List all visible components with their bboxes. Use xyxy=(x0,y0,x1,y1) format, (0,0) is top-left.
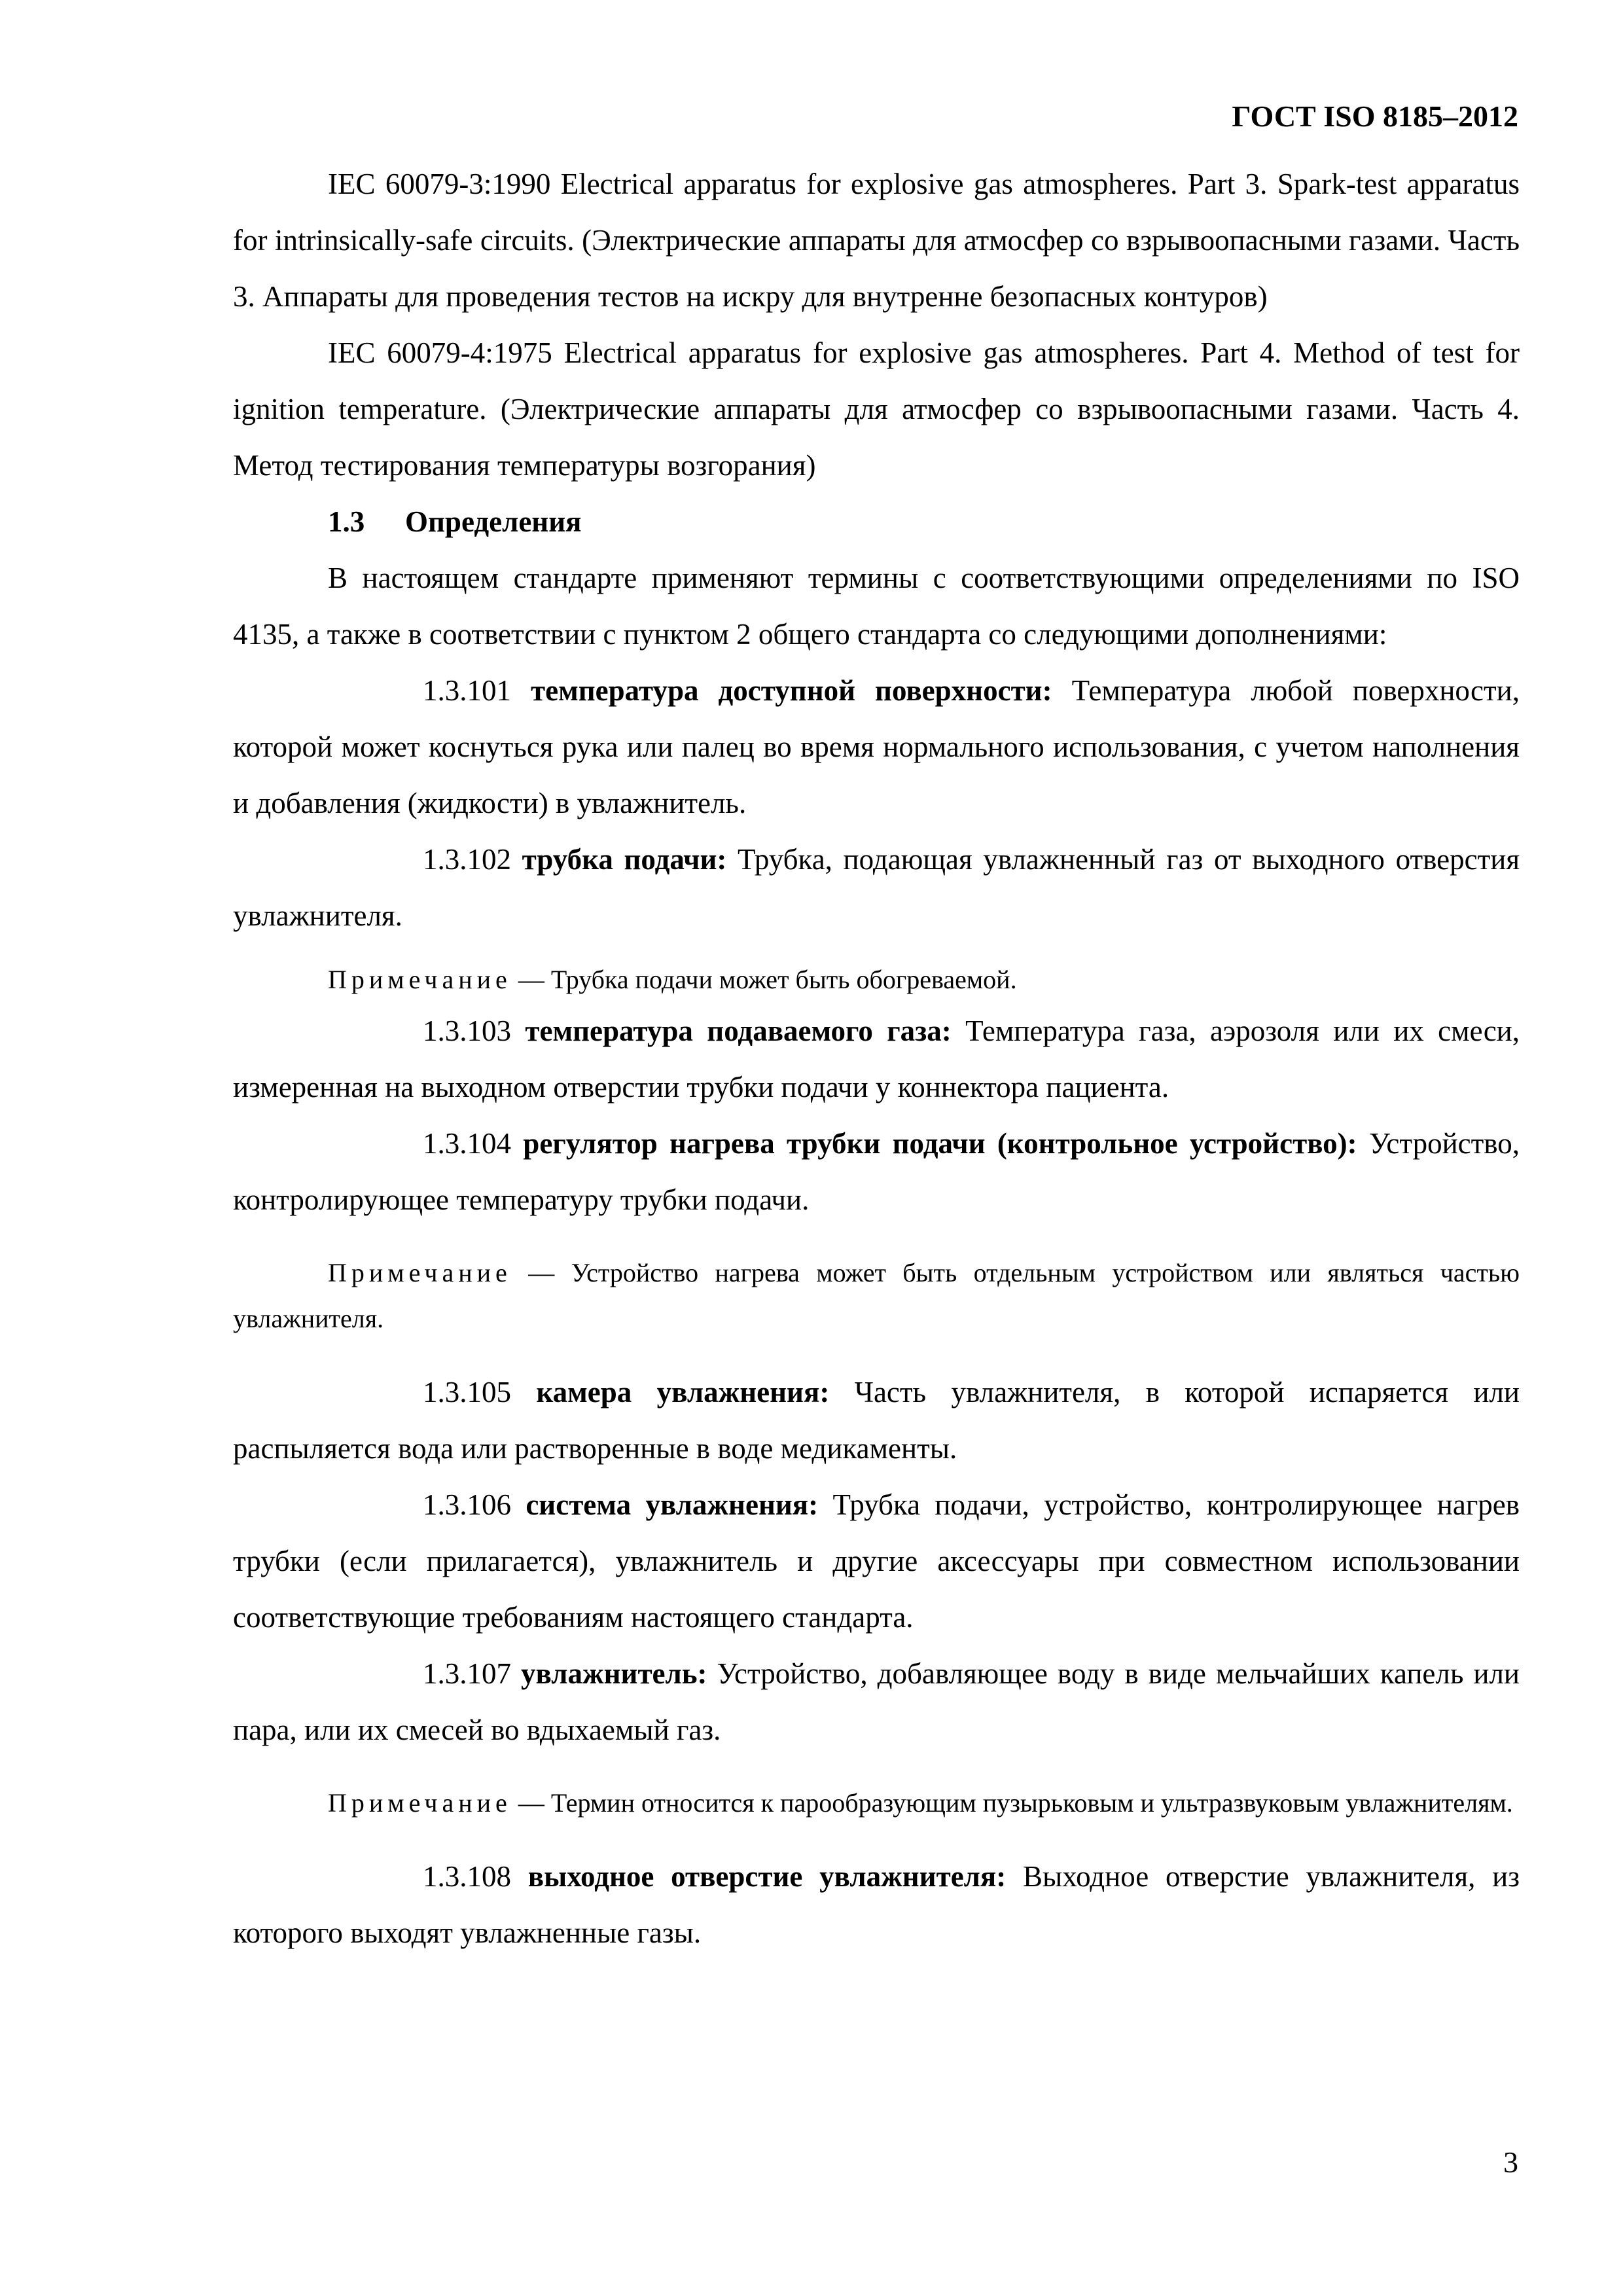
note-text: — Устройство нагрева может быть отдельным устройством или являться частью увлажнителя. xyxy=(233,1258,1520,1333)
definition-term: увлажнитель: xyxy=(521,1657,707,1690)
definition-text: Устройство, контролирующее температуру трубки подачи. xyxy=(233,1127,1520,1216)
note-label: Примечание xyxy=(328,1788,512,1818)
definition-text: Температура газа, аэрозоля или их смеси, измеренная на выходном отверстии трубки подачи у коннектора пациента. xyxy=(233,1014,1520,1103)
definition-term: выходное отверстие увлажнителя: xyxy=(527,1860,1007,1893)
definition-paragraph xyxy=(233,662,1520,831)
definition-text: Трубка, подающая увлажненный газ от выходного отверстия увлажнителя. xyxy=(233,843,1520,932)
definition-text: Трубка подачи, устройство, контролирующее нагрев трубки (если прилагается), увлажнитель и другие аксессуары при совместном использовании соответствующие требованиям настоящего стандарта. xyxy=(233,1488,1520,1634)
definition-text: Температура любой поверхности, которой может коснуться рука или палец во время нормального использования, с учетом наполнения и добавления (жидкости) в увлажнитель. xyxy=(233,674,1520,819)
definition-paragraph xyxy=(233,1477,1520,1645)
definition-number: 1.3.102 xyxy=(423,843,511,876)
reference-paragraph: IEC 60079-3:1990 Electrical apparatus for explosive gas atmospheres. Part 3. Spark-test apparatus for intrinsically-safe circuits. (Электрические аппараты для атмосфер со взрывоопасными газами. Часть 3. Аппараты для проведения тестов на искру для внутренне безопасных контуров) xyxy=(233,168,1520,313)
definition-paragraph xyxy=(233,1364,1520,1477)
definition-paragraph xyxy=(233,1848,1520,1961)
definition-term: камера увлажнения: xyxy=(536,1376,830,1408)
definition-term: температура доступной поверхности: xyxy=(531,674,1052,707)
section-heading xyxy=(233,493,1520,550)
definition-paragraph xyxy=(233,831,1520,944)
section-number: 1.3 xyxy=(328,505,365,538)
page-number: 3 xyxy=(1503,2145,1518,2179)
note-paragraph xyxy=(233,957,1520,1003)
definition-number: 1.3.103 xyxy=(423,1014,511,1047)
definition-term: температура подаваемого газа: xyxy=(525,1014,952,1047)
definition-paragraph xyxy=(233,1645,1520,1758)
definition-number: 1.3.101 xyxy=(423,674,511,707)
note-text: — Трубка подачи может быть обогреваемой. xyxy=(518,965,1017,994)
definition-number: 1.3.108 xyxy=(423,1860,511,1893)
definition-number: 1.3.107 xyxy=(423,1657,511,1690)
reference-paragraph: IEC 60079-4:1975 Electrical apparatus for explosive gas atmospheres. Part 4. Method of test for ignition temperature. (Электрические аппараты для атмосфер со взрывоопасными газами. Часть 4. Метод тестирования температуры возгорания) xyxy=(233,336,1520,482)
page-content xyxy=(233,156,1520,1961)
definition-text: Выходное отверстие увлажнителя, из которого выходят увлажненные газы. xyxy=(233,1860,1520,1949)
definition-number: 1.3.104 xyxy=(423,1127,511,1160)
definition-term: трубка подачи: xyxy=(522,843,727,876)
section-title: Определения xyxy=(405,505,582,538)
document-header: ГОСТ ISO 8185–2012 xyxy=(1232,99,1518,133)
definition-term: регулятор нагрева трубки подачи (контрольное устройство): xyxy=(523,1127,1357,1160)
definition-paragraph xyxy=(233,1003,1520,1115)
definition-paragraph xyxy=(233,1115,1520,1228)
intro-paragraph: В настоящем стандарте применяют термины с соответствующими определениями по ISO 4135, а также в соответствии с пунктом 2 общего стандарта со следующими дополнениями: xyxy=(233,562,1520,651)
definition-number: 1.3.105 xyxy=(423,1376,511,1408)
definition-text: Часть увлажнителя, в которой испаряется или распыляется вода или растворенные в воде медикаменты. xyxy=(233,1376,1520,1465)
definition-number: 1.3.106 xyxy=(423,1488,511,1521)
note-text: — Термин относится к парообразующим пузырьковым и ультразвуковым увлажнителям. xyxy=(518,1788,1513,1818)
note-label: Примечание xyxy=(328,1258,512,1287)
definition-term: система увлажнения: xyxy=(526,1488,819,1521)
note-paragraph xyxy=(233,1250,1520,1342)
note-label: Примечание xyxy=(328,965,512,994)
note-paragraph xyxy=(233,1780,1520,1826)
definition-text: Устройство, добавляющее воду в виде мельчайших капель или пара, или их смесей во вдыхаемый газ. xyxy=(233,1657,1520,1746)
